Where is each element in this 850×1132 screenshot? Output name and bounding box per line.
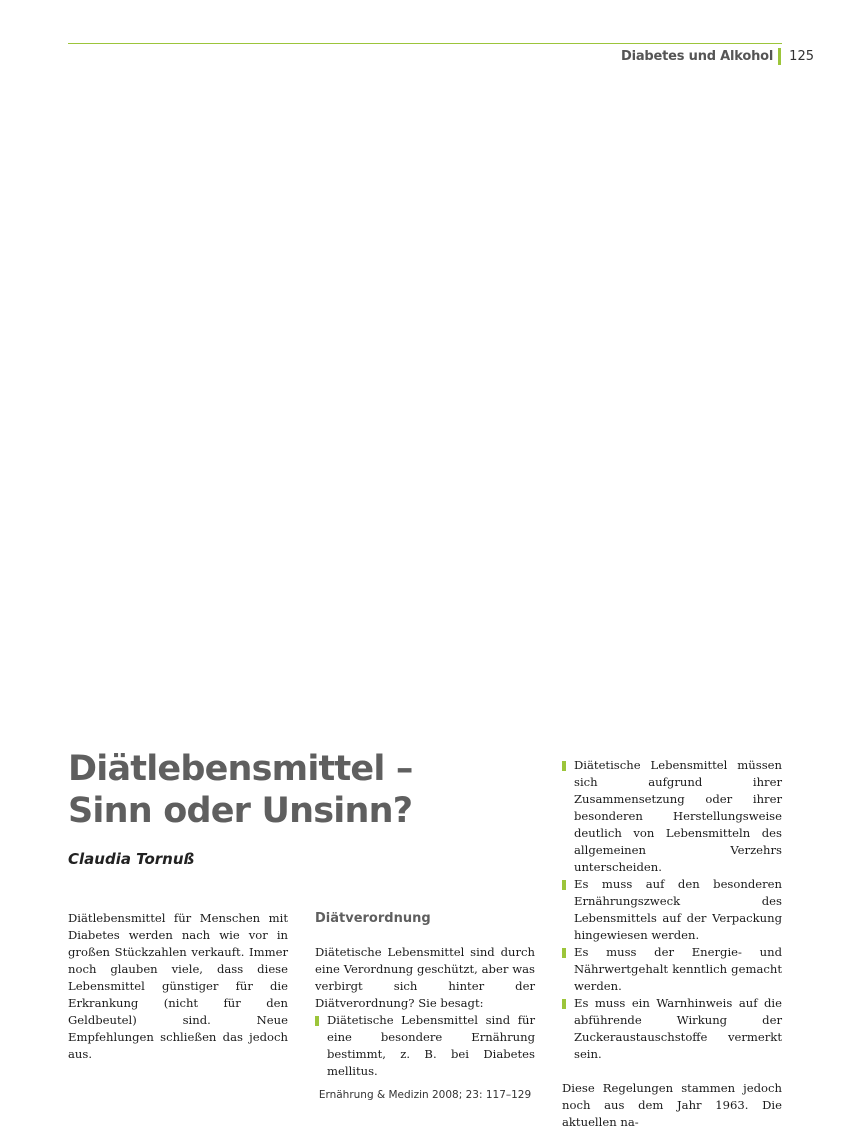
bullet-item: Es muss der Energie- und Nährwertgehalt kenntlich gemacht werden. [562, 944, 782, 995]
bullet-item: Diätetische Lebensmittel müssen sich aufgrund ihrer Zusammensetzung oder ihrer besonderen Herstellungsweise deutlich von Lebensmitteln des allgemeinen Verzehrs unterscheiden. [562, 757, 782, 876]
author-name: Claudia Tornuß [68, 850, 195, 868]
closing-paragraph: Diese Regelungen stammen jedoch noch aus dem Jahr 1963. Die aktuellen na- [562, 1081, 782, 1129]
section-lead: Diätetische Lebensmittel sind durch eine Verordnung geschützt, aber was verbirgt sich hinter der Diätverordnung? Sie besagt: [315, 945, 535, 1010]
article-title-line-2: Sinn oder Unsinn? [68, 791, 413, 831]
bullet-list-continued [562, 757, 782, 1063]
article-title-line-1: Diätlebensmittel – [68, 749, 413, 789]
article-title [68, 748, 413, 832]
bullet-list [315, 1012, 535, 1080]
journal-citation: Ernährung & Medizin 2008; 23: 117–129 [318, 1089, 532, 1101]
intro-paragraph: Diätlebensmittel für Menschen mit Diabetes werden nach wie vor in großen Stückzahlen verkauft. Immer noch glauben viele, dass diese Lebensmittel günstiger für die Erkrankung (nicht für den Geldbeutel) sind. Neue Empfehlungen schließen das jedoch aus. [68, 911, 288, 1061]
section-heading: Diätverordnung [315, 911, 431, 926]
header-rule [68, 43, 782, 44]
column-3 [562, 757, 782, 1131]
bullet-item: Es muss auf den besonderen Ernährungszweck des Lebensmittels auf der Verpackung hingewiesen werden. [562, 876, 782, 944]
bullet-item: Diätetische Lebensmittel sind für eine besondere Ernährung bestimmt, z. B. bei Diabetes mellitus. [315, 1012, 535, 1080]
running-title: Diabetes und Alkohol [621, 48, 774, 64]
column-2 [315, 910, 535, 1080]
running-head [621, 46, 814, 66]
accent-bar [778, 48, 781, 65]
page-number: 125 [789, 48, 814, 64]
bullet-item: Es muss ein Warnhinweis auf die abführende Wirkung der Zuckeraustauschstoffe vermerkt sein. [562, 995, 782, 1063]
column-1 [68, 910, 288, 1063]
